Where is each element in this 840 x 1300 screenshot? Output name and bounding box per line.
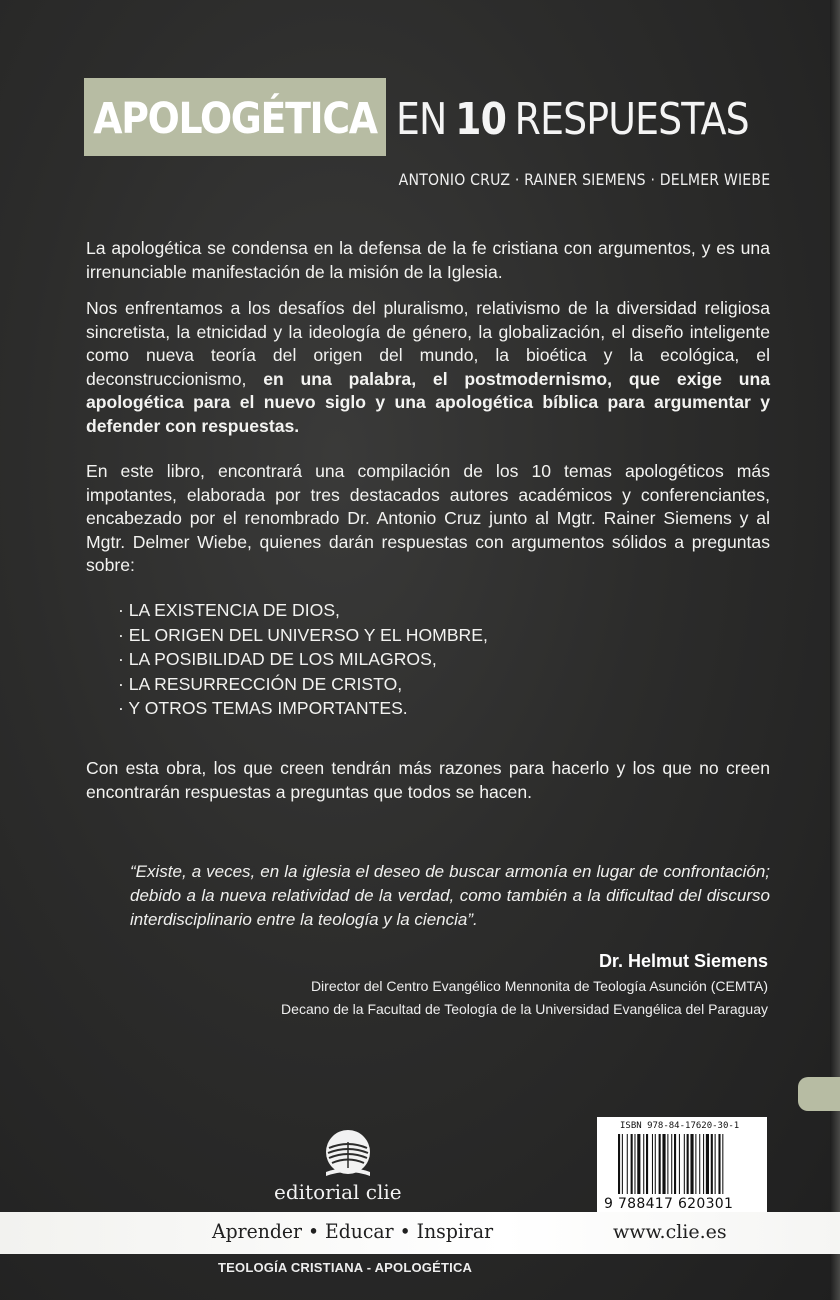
list-item: · EL ORIGEN DEL UNIVERSO Y EL HOMBRE, xyxy=(118,624,488,645)
book-globe-icon xyxy=(321,1128,375,1180)
list-item: · LA EXISTENCIA DE DIOS, xyxy=(118,600,340,620)
title-word-en: EN xyxy=(396,93,447,145)
publisher-name: editorial clie xyxy=(274,1180,402,1204)
topic-list xyxy=(118,598,488,721)
paragraph-challenges-bold: en una palabra, el postmodernismo, que exige una apologética para el nuevo siglo y una apologética bíblica para argumentar y defender con respuestas. xyxy=(86,368,770,436)
title-rest xyxy=(396,80,749,158)
category-label: TEOLOGÍA CRISTIANA - APOLOGÉTICA xyxy=(218,1260,473,1275)
paragraph-book: En este libro, encontrará una compilación de los 10 temas apologéticos más impotantes, elaborada por tres destacados autores académicos y conferenciantes, encabezado por el renombrado Dr. Antonio Cruz junto al Mgtr. Rainer Siemens y al Mgtr. Delmer Wiebe, quienes darán respuestas con argumentos sólidos a preguntas sobre: xyxy=(86,461,770,576)
barcode-digits: 9 788417 620301 xyxy=(604,1196,734,1212)
paragraph-challenges-normal: Nos enfrentamos a los desafíos del pluralismo, relativismo de la diversidad religiosa sincretista, la etnicidad y la ideología de género, la globalización, el diseño inteligente como nueva teoría del origen del mundo, la bioética y la ecológica, el deconstruccionismo, xyxy=(86,298,770,389)
title-highlight: APOLOGÉTICA xyxy=(93,94,377,144)
title-number: 10 xyxy=(455,93,507,145)
quote-text: “Existe, a veces, en la iglesia el deseo de buscar armonía en lugar de confrontación; debido a la nueva relatividad de la verdad, como también a la dificultad del discurso interdisciplinario entre la teología y la ciencia”. xyxy=(130,862,770,929)
list-item: · LA POSIBILIDAD DE LOS MILAGROS, xyxy=(118,649,437,670)
title-word-respuestas: RESPUESTAS xyxy=(514,93,749,145)
quote-author-role-2: Decano de la Facultad de Teología de la Universidad Evangélica del Paraguay xyxy=(281,1001,768,1017)
barcode-icon xyxy=(616,1134,758,1196)
isbn-label: ISBN 978-84-17620-30-1 xyxy=(620,1121,740,1131)
slogan: Aprender • Educar • Inspirar xyxy=(212,1219,494,1243)
list-item: · LA RESURRECCIÓN DE CRISTO, xyxy=(118,673,403,694)
paragraph-challenges xyxy=(86,297,770,439)
spine-tab xyxy=(798,1077,840,1111)
quote-author-role-1: Director del Centro Evangélico Mennonita de Teología Asunción (CEMTA) xyxy=(310,978,768,994)
list-item: · Y OTROS TEMAS IMPORTANTES. xyxy=(118,698,408,719)
paragraph-closing: Con esta obra, los que creen tendrán más razones para hacerlo y los que no creen encontrarán respuestas a preguntas que todos se hacen. xyxy=(86,758,770,802)
paragraph-intro: La apologética se condensa en la defensa de la fe cristiana con argumentos, y es una irrenunciable manifestación de la misión de la Iglesia. xyxy=(86,238,770,282)
website-link: www.clie.es xyxy=(613,1221,727,1243)
quote-author: Dr. Helmut Siemens xyxy=(598,951,768,971)
authors-line: ANTONIO CRUZ · RAINER SIEMENS · DELMER WIEBE xyxy=(398,170,770,189)
